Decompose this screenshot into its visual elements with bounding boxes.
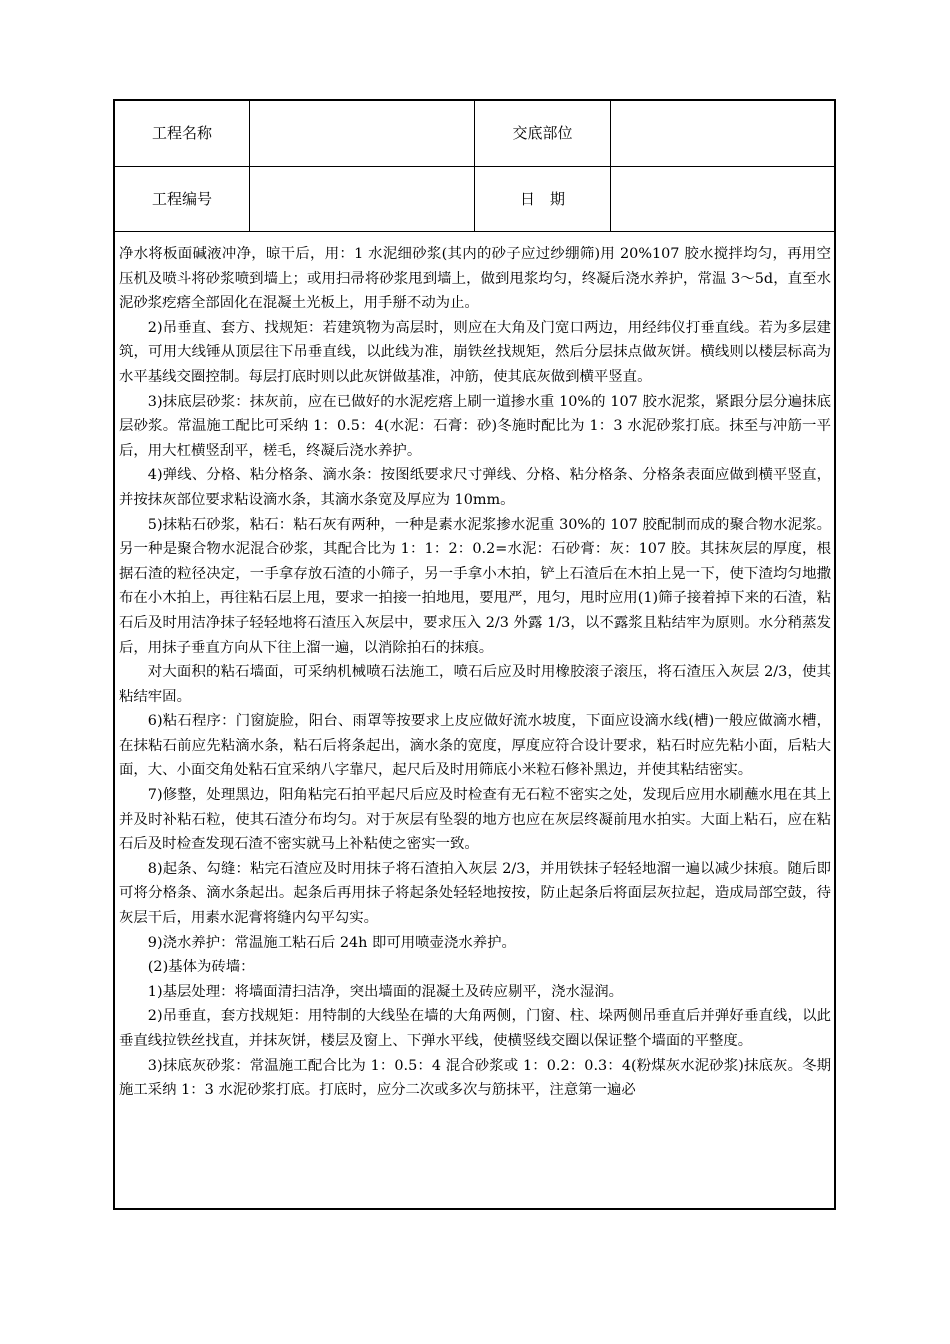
disclosure-part-label: 交底部位 bbox=[512, 124, 573, 142]
paragraph: 7)修整，处理黑边，阳角粘完石拍平起尺后应及时检查有无石粒不密实之处，发现后应用水刷蘸水甩在其上并及时补粘石粒，使其石渣分布均匀。对于灰层有坠裂的地方也应在灰层终凝前甩水拍实。大面上粘石，应在粘石后及时检查发现石渣不密实就马上补粘使之密实一致。 bbox=[119, 787, 831, 853]
date-label: 日 期 bbox=[519, 190, 565, 208]
column-divider-1 bbox=[249, 101, 250, 231]
paragraph: 3)抹底层砂浆：抹灰前，应在已做好的水泥疙瘩上刷一道掺水重 10%的 107 胶水泥浆，紧跟分层分遍抹底层砂浆。常温施工配比可采纳 1：0.5：4(水泥：石膏：砂)冬施时配比为 1：3 水泥砂浆打底。抹至与冲筋一平后，用大杠横竖刮平，槎毛，终凝后浇水养护。 bbox=[119, 393, 831, 459]
paragraph: 8)起条、勾缝：粘完石渣应及时用抹子将石渣拍入灰层 2/3，并用铁抹子轻轻地溜一遍以减少抹痕。随后即可将分格条、滴水条起出。起条后再用抹子将起条处轻轻地按按，防止起条后将面层灰拉起，造成局部空鼓，待灰层干后，用素水泥膏将缝内勾平勾实。 bbox=[119, 860, 831, 927]
disclosure-content bbox=[119, 242, 831, 1103]
paragraph: 5)抹粘石砂浆，粘石：粘石灰有两种，一种是素水泥浆掺水泥重 30%的 107 胶配制而成的聚合物水泥浆。另一种是聚合物水泥混合砂浆，其配合比为 1：1：2：0.2=水泥：石砂膏：灰：107 胶。其抹灰层的厚度，根据石渣的粒径决定，一手拿存放石渣的小筛子，另一手拿小木拍，铲上石渣后在木拍上晃一下，使下渣均匀地撒布在小木拍上，再往粘石层上甩，要求一拍接一拍地甩，要甩严，甩匀，甩时应用(1)筛子接着掉下来的石渣，粘石后及时用洁净抹子轻轻地将石渣压入灰层中，要求压入 2/3 外露 1/3，以不露浆且粘结牢为原则。水分稍蒸发后，用抹子垂直方向从下往上溜一遍，以消除拍石的抹痕。 bbox=[119, 516, 831, 656]
header-divider-2 bbox=[115, 231, 834, 232]
paragraph: 1)基层处理：将墙面清扫洁净，突出墙面的混凝土及砖应剔平，浇水湿润。 bbox=[147, 983, 624, 1000]
project-name-label: 工程名称 bbox=[151, 124, 212, 142]
paragraph: 净水将板面碱液冲净，晾干后，用：1 水泥细砂浆(其内的砂子应过纱绷筛)用 20%107 胶水搅拌均匀，再用空压机及喷斗将砂浆喷到墙上；或用扫帚将砂浆甩到墙上，做到甩浆均匀，终凝后浇水养护，常温 3～5d，直至水泥砂浆疙瘩全部固化在混凝土光板上，用手掰不动为止。 bbox=[119, 246, 831, 312]
paragraph: 9)浇水养护：常温施工粘石后 24h 即可用喷壶浇水养护。 bbox=[147, 934, 516, 951]
paragraph: 4)弹线、分格、粘分格条、滴水条：按图纸要求尺寸弹线、分格、粘分格条、分格条表面应做到横平竖直，并按抹灰部位要求粘设滴水条，其滴水条宽及厚应为 10mm。 bbox=[119, 467, 831, 508]
paragraph: 3)抹底灰砂浆：常温施工配合比为 1：0.5：4 混合砂浆或 1：0.2：0.3：4(粉煤灰水泥砂浆)抹底灰。冬期施工采纳 1：3 水泥砂浆打底。打底时，应分二次或多次与筋抹平，注意第一遍必 bbox=[119, 1057, 831, 1099]
paragraph: (2)基体为砖墙： bbox=[147, 959, 255, 976]
project-number-label: 工程编号 bbox=[151, 190, 212, 208]
disclosure-form bbox=[113, 99, 836, 1210]
column-divider-2 bbox=[474, 101, 475, 231]
paragraph: 对大面积的粘石墙面，可采纳机械喷石法施工，喷石后应及时用橡胶滚子滚压，将石渣压入灰层 2/3，使其粘结牢固。 bbox=[119, 664, 831, 705]
paragraph: 2)吊垂直，套方找规矩：用特制的大线坠在墙的大角两侧，门窗、柱、垛两侧吊垂直后并弹好垂直线，以此垂直线拉铁丝找直，并抹灰饼，楼层及窗上、下弹水平线，使横竖线交圈以保证整个墙面的平整度。 bbox=[119, 1008, 831, 1049]
paragraph: 2)吊垂直、套方、找规矩：若建筑物为高层时，则应在大角及门宽口两边，用经纬仪打垂直线。若为多层建筑，可用大线锤从顶层往下吊垂直线，以此线为准，崩铁丝找规矩，然后分层抹点做灰饼。横线则以楼层标高为水平基线交圈控制。每层打底时则以此灰饼做基准，冲筋，使其底灰做到横平竖直。 bbox=[119, 319, 831, 385]
column-divider-3 bbox=[610, 101, 611, 231]
paragraph: 6)粘石程序：门窗旋脸，阳台、雨罩等按要求上皮应做好流水坡度，下面应设滴水线(槽)一般应做滴水槽，在抹粘石前应先粘滴水条，粘石后将条起出，滴水条的宽度，厚度应符合设计要求，粘石时应先粘小面，后粘大面，大、小面交角处粘石宜采纳八字靠尺，起尺后及时用筛底小米粒石修补黑边，并使其粘结密实。 bbox=[119, 713, 831, 779]
